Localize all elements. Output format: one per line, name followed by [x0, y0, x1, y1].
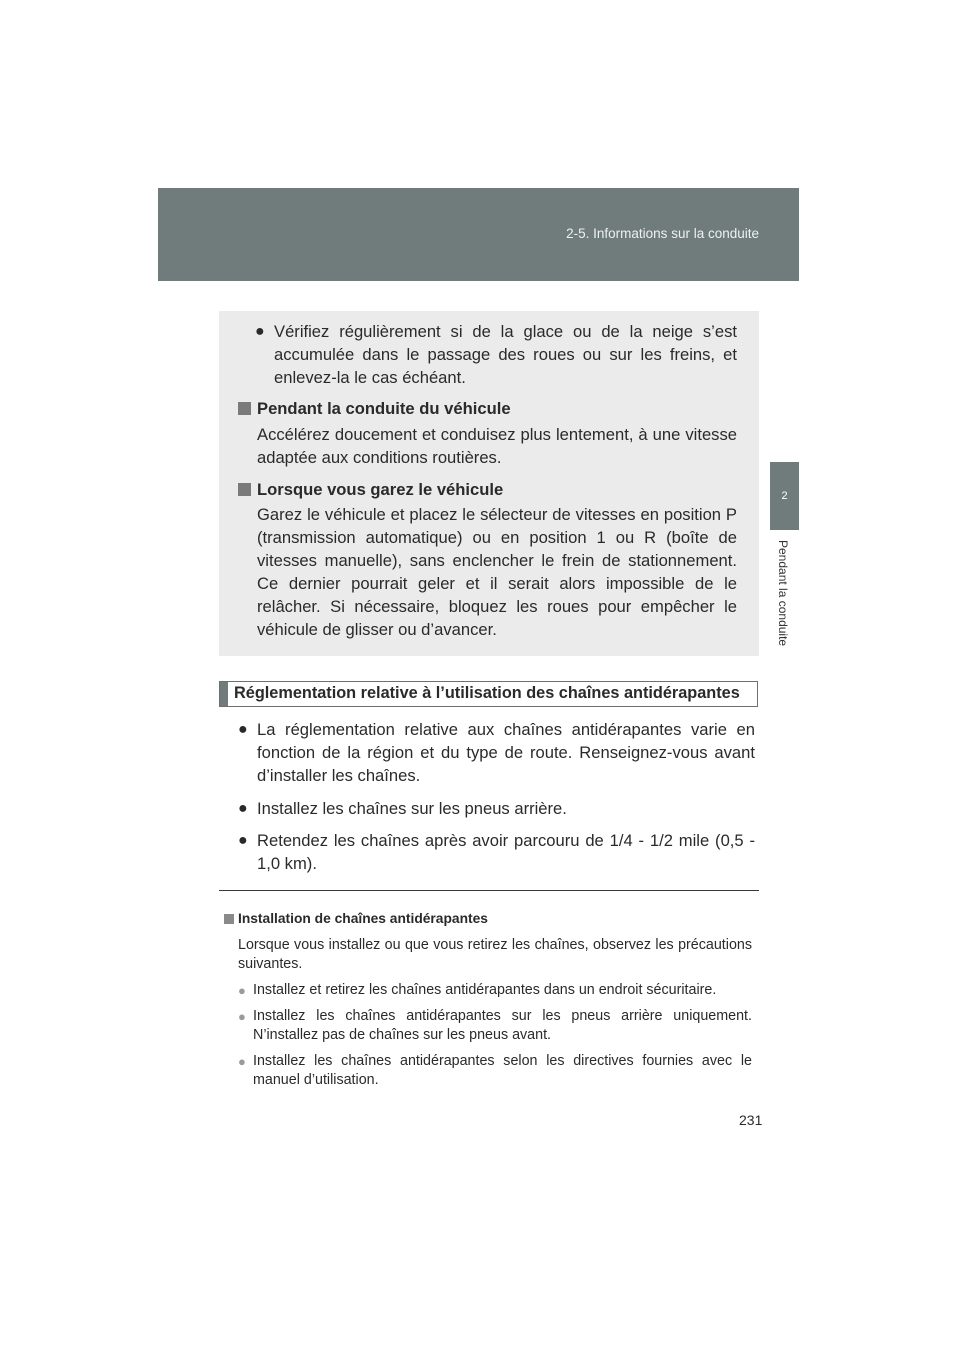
section-breadcrumb: 2-5. Informations sur la conduite	[566, 226, 759, 241]
square-icon	[224, 914, 234, 924]
note-bullet-1: Installez et retirez les chaînes antidérapantes dans un endroit sécuritaire.	[253, 982, 717, 998]
bullet-icon: ●	[238, 800, 248, 817]
section-heading-text: Réglementation relative à l’utilisation des chaînes antidérapantes	[234, 684, 740, 702]
box-subtitle-driving: Pendant la conduite du véhicule	[257, 399, 511, 418]
box-driving-text: Accélérez doucement et conduisez plus lentement, à une vitesse adaptée aux conditions routières.	[257, 425, 737, 467]
note-bullet-2: Installez les chaînes antidérapantes sur les pneus arrière uniquement. N’installez pas de chaînes sur les pneus avant.	[253, 1008, 752, 1043]
bullet-icon: ●	[255, 323, 265, 340]
section-bullet-3: Retendez les chaînes après avoir parcouru de 1/4 - 1/2 mile (0,5 - 1,0 km).	[257, 831, 755, 873]
bullet-icon: ●	[238, 983, 246, 998]
note-bullet-3: Installez les chaînes antidérapantes selon les directives fournies avec le manuel d’utilisation.	[253, 1053, 752, 1088]
heading-bar	[220, 682, 228, 706]
bullet-icon: ●	[238, 721, 248, 738]
section-heading	[219, 681, 758, 707]
section-bullet-2: Installez les chaînes sur les pneus arrière.	[257, 799, 567, 818]
square-icon	[238, 402, 251, 415]
page-number: 231	[739, 1112, 763, 1128]
note-intro: Lorsque vous installez ou que vous retirez les chaînes, observez les précautions suivantes.	[238, 937, 752, 972]
box-parking-text: Garez le véhicule et placez le sélecteur de vitesses en position P (transmission automatique) ou en position 1 ou R (boîte de vitesses manuelle), sans enclencher le frein de stationnement. Ce dernier pourrait geler et il serait alors impossible de le relâcher. Si nécessaire, bloquez les roues pour empêcher le véhicule de glisser ou d’avancer.	[257, 505, 737, 639]
box-bullet-text: Vérifiez régulièrement si de la glace ou de la neige s’est accumulée dans le passage des roues ou sur les freins, et enlevez-la le cas échéant.	[274, 322, 737, 387]
box-subtitle-parking: Lorsque vous garez le véhicule	[257, 480, 504, 499]
divider	[219, 890, 759, 891]
bullet-icon: ●	[238, 832, 248, 849]
section-bullet-1: La réglementation relative aux chaînes antidérapantes varie en fonction de la région et du type de route. Renseignez-vous avant d’installer les chaînes.	[257, 720, 755, 785]
bullet-icon: ●	[238, 1009, 246, 1024]
chapter-number: 2	[781, 490, 788, 502]
square-icon	[238, 483, 251, 496]
bullet-icon: ●	[238, 1054, 246, 1069]
chapter-label: Pendant la conduite	[776, 540, 790, 647]
chapter-tab	[770, 462, 799, 530]
header-band	[158, 188, 799, 281]
note-title: Installation de chaînes antidérapantes	[238, 911, 488, 926]
